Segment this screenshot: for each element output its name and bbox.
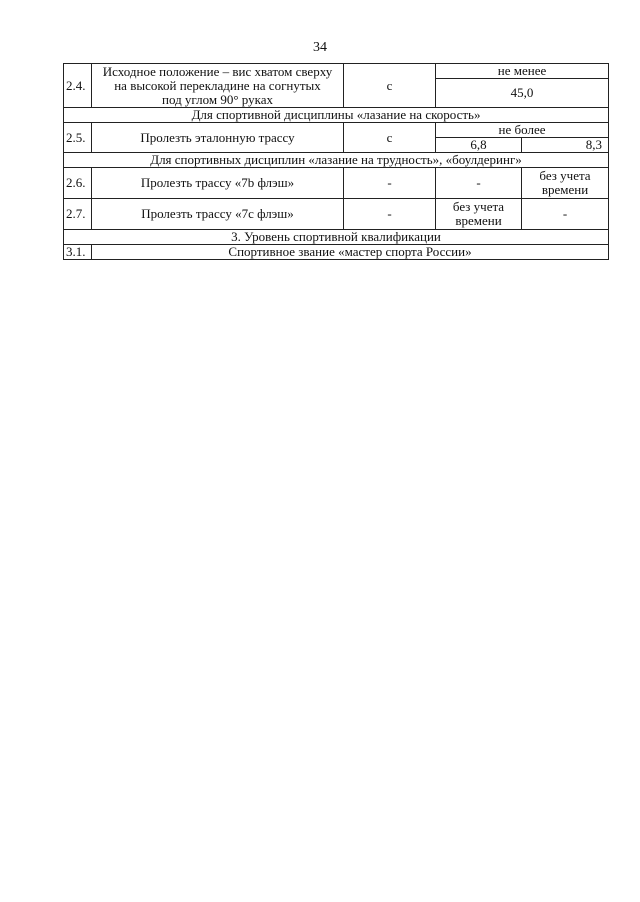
table-row <box>64 123 609 138</box>
exercise-description: Пролезть трассу «7b флэш» <box>92 168 344 199</box>
table-row <box>64 64 609 79</box>
row-number: 2.4. <box>64 64 92 108</box>
section-heading: 3. Уровень спортивной квалификации <box>64 230 609 245</box>
page-number: 34 <box>313 40 327 55</box>
unit-cell: с <box>344 64 436 108</box>
exercise-line: на высокой перекладине на согнутых <box>114 77 321 93</box>
row-number: 2.6. <box>64 168 92 199</box>
value-cell: 45,0 <box>436 79 609 108</box>
table-row <box>64 245 609 260</box>
unit-cell: с <box>344 123 436 153</box>
qualification-text: Спортивное звание «мастер спорта России» <box>92 245 609 260</box>
section-heading: Для спортивной дисциплины «лазание на скорость» <box>64 108 609 123</box>
standards-table <box>63 63 609 260</box>
table-row <box>64 199 609 230</box>
section-row <box>64 153 609 168</box>
section-row <box>64 230 609 245</box>
value-line: без учета <box>539 168 591 183</box>
row-number: 3.1. <box>64 245 92 260</box>
exercise-description: Пролезть трассу «7c флэш» <box>92 199 344 230</box>
condition-cell: не менее <box>436 64 609 79</box>
exercise-line: Исходное положение – вис хватом сверху <box>102 63 333 79</box>
value-line: времени <box>455 213 502 228</box>
exercise-description <box>92 64 344 108</box>
condition-cell: не более <box>436 123 609 138</box>
value-line: времени <box>541 182 589 197</box>
section-heading: Для спортивных дисциплин «лазание на трудность», «боулдеринг» <box>64 153 609 168</box>
value-cell: - <box>436 168 522 199</box>
value-cell: - <box>522 199 609 230</box>
value-cell: 8,3 <box>522 138 609 153</box>
unit-cell: - <box>344 199 436 230</box>
value-cell <box>522 168 609 199</box>
row-number: 2.5. <box>64 123 92 153</box>
unit-cell: - <box>344 168 436 199</box>
value-cell: 6,8 <box>436 138 522 153</box>
table-row <box>64 168 609 199</box>
exercise-line: под углом 90° руках <box>161 91 273 107</box>
exercise-description: Пролезть эталонную трассу <box>92 123 344 153</box>
section-row <box>64 108 609 123</box>
value-line: без учета <box>452 199 505 214</box>
row-number: 2.7. <box>64 199 92 230</box>
value-cell <box>436 199 522 230</box>
